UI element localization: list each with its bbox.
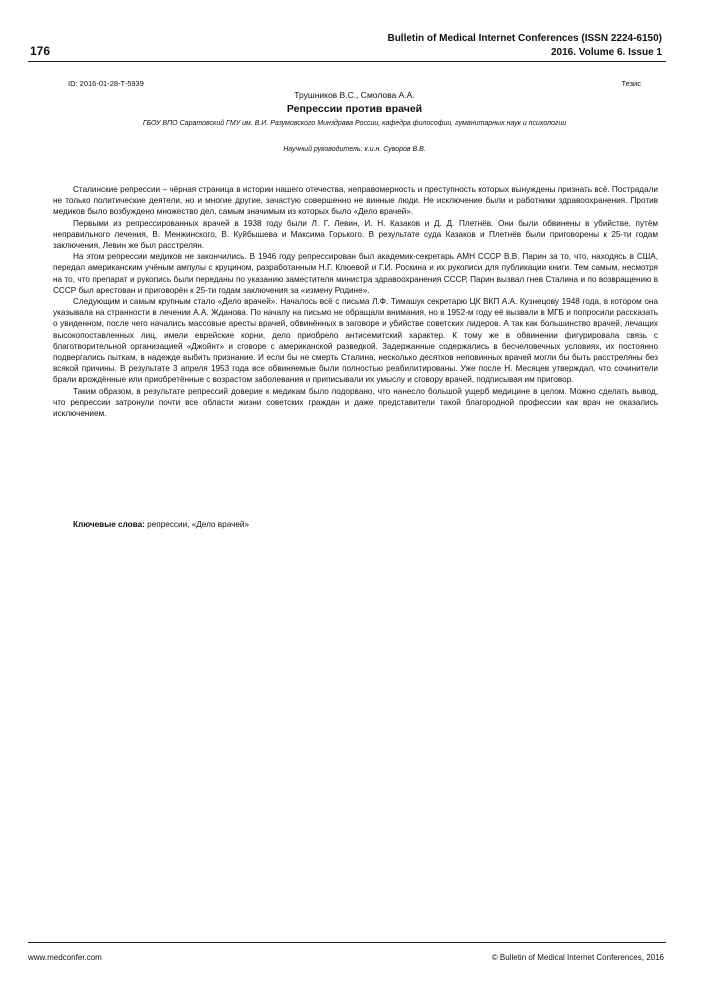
article-body <box>53 184 658 419</box>
article-type: Тезис <box>621 79 641 88</box>
journal-title: Bulletin of Medical Internet Conferences (ISSN 2224-6150) <box>387 33 662 44</box>
paragraph: Сталинские репрессии – чёрная страница в истории нашего отечества, неправомерность и преступность которых вынуждены признать всё. Пострадали не только политические деятели, но и многие другие, зачастую совершенно не винные люди. Не исключение были и работники здравоохранения. Против медиков было возбуждено множество дел, самым значимым из которых было «Дело врачей». <box>53 185 658 217</box>
affiliation: ГБОУ ВПО Саратовский ГМУ им. В.И. Разумовского Минздрава России, кафедра философии, гуманитарных наук и психологии <box>142 120 567 127</box>
keywords-label: Ключевые слова: <box>73 520 145 529</box>
article-id: ID: 2016-01-28-T-5939 <box>68 79 144 88</box>
page-number: 176 <box>30 44 51 58</box>
paragraph: Первыми из репрессированных врачей в 1938 году были Л. Г. Левин, И. Н. Казаков и Д. Д. Плетнёв. Они были обвинены в убийстве, путём неправильного лечения, В. Менжинского, В. Куйбышева и Максима Горького. В результате суда Казаков и Плетнёв были приговорены к 25-ти годам заключения, Левин же был расстрелян. <box>53 218 658 251</box>
authors: Трушников В.С., Смолова А.А. <box>294 90 415 100</box>
paragraph: Следующим и самым крупным стало «Дело врачей». Началось всё с письма Л.Ф. Тимашук секретарю ЦК ВКП А.А. Кузнецову 1948 года, в котором она указывала на странности в лечении А.А. Жданова. По началу на письмо не обращали внимания, но в 1952-м году её вызвали в МГБ и попросили рассказать о увиденном, после чего начались массовые аресты врачей, обвинённых в заговоре и убийстве советских лидеров. А так как большинство врачей, лечащих высокопоставленных лиц, имели еврейские корни, дело приобрело антисемитский характер. К тому же в обвинении фигурировала связь с благотворительной организацией «Джойнт» и сговоре с американской разведкой. Задержанные содержались в бесчеловечных условиях, их постоянно подвергались пыткам, в надежде выбить признание. И если бы не смерть Сталина, несколько десятков неповинных врачей могли бы быть расстреляны без всякой причины. В результате 3 апреля 1953 года все обвиняемые были полностью реабилитированы. Уже после Н. Месяцев утверждал, что сочинители брали врождённые или приобретённые с возрастом заболевания и приписывали их умыслу и сговору врачей, подписывая им приговор. <box>53 297 658 385</box>
footer-site[interactable]: www.medconfer.com <box>28 953 102 962</box>
supervisor: Научный руководитель: к.и.н. Суворов В.В. <box>283 146 426 153</box>
journal-issue: 2016. Volume 6. Issue 1 <box>551 47 662 58</box>
footer-divider <box>28 942 666 943</box>
paragraph: На этом репрессии медиков не закончились. В 1946 году репрессирован был академик-секретарь АМН СССР В.В. Парин за то, что, находясь в США, передал американским учёным ампулы с круцином, разработанным Н.Г. Клюевой и Г.И. Роскина и их рукописи для публикации книги. Тем самым, несмотря на то, что препарат и рукопись были переданы по указанию заместителя министра здравоохранения СССР, Парин вызвал гнев Сталина и по возвращению в СССР был арестован и приговорён к 25-ти годам заключения за «измену Родине». <box>53 252 658 295</box>
header-divider <box>28 61 666 62</box>
paragraph: Таким образом, в результате репрессий доверие к медикам было подорвано, что нанесло большой ущерб медицине в целом. Можно сделать вывод, что репрессии затронули почти все области жизни советских граждан и даже представители такой благородной профессии как врач не оказались исключением. <box>53 386 658 419</box>
keywords <box>73 520 249 529</box>
article-title: Репрессии против врачей <box>286 103 423 115</box>
journal-header <box>387 32 662 60</box>
footer-copyright: © Bulletin of Medical Internet Conferences, 2016 <box>491 953 664 962</box>
keywords-value: репрессии, «Дело врачей» <box>144 520 250 529</box>
meta-row <box>68 79 641 88</box>
